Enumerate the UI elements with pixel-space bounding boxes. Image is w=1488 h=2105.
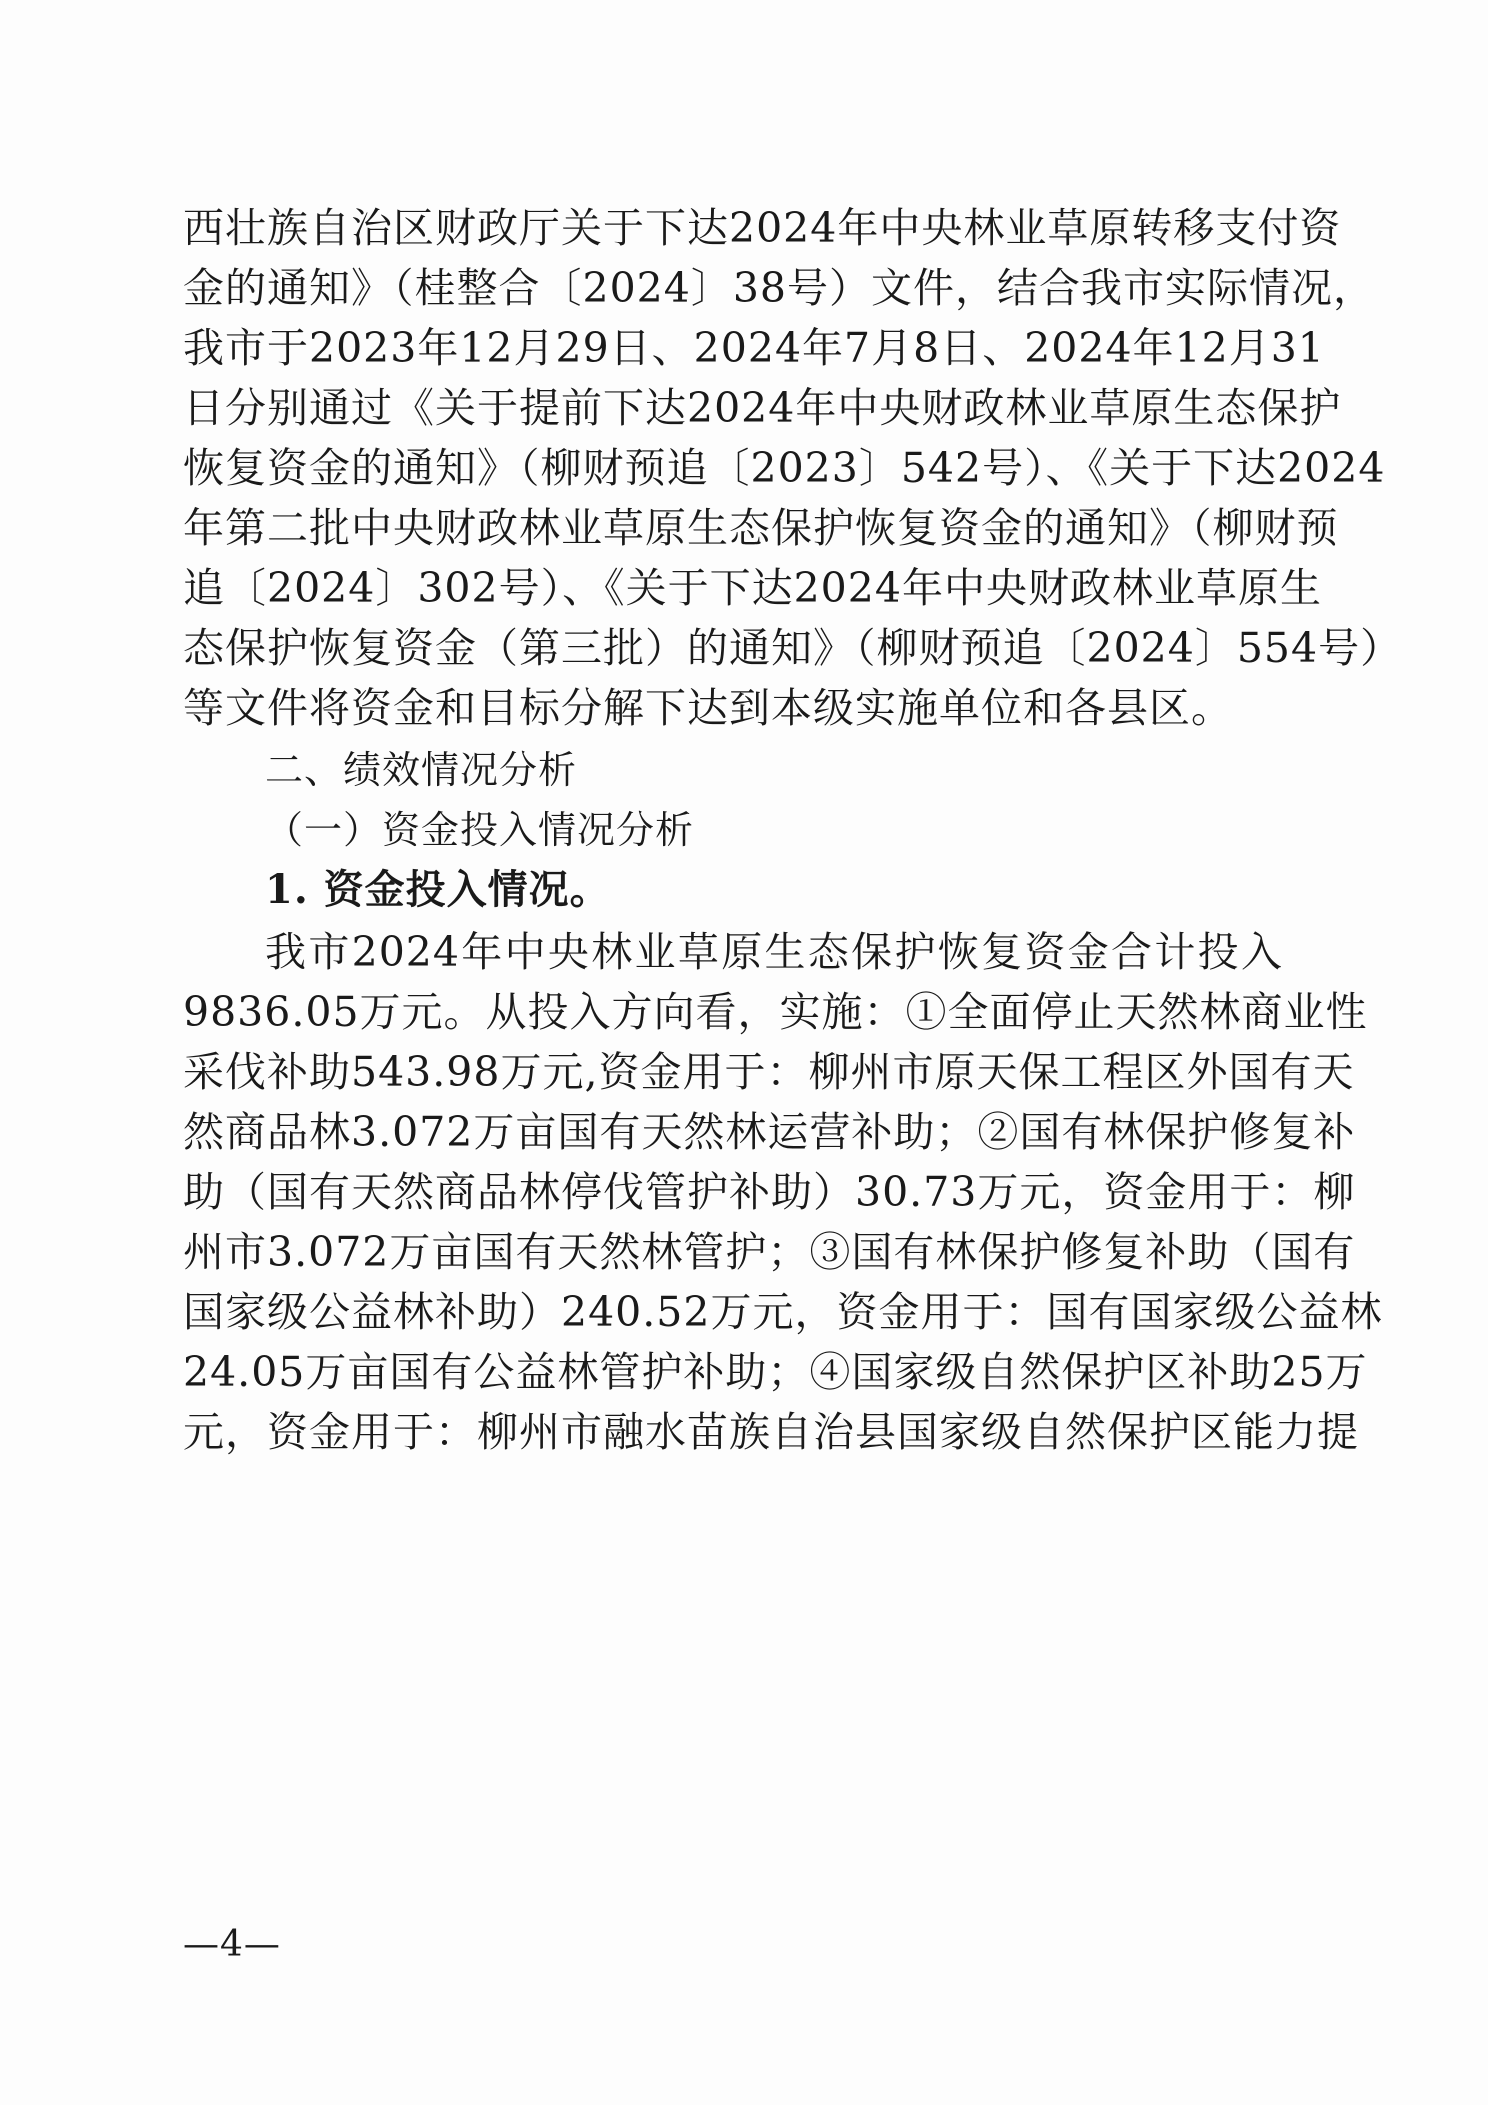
body-text-line: 追〔2024〕302号）、《关于下达2024年中央财政林业草原生: [183, 564, 1322, 612]
body-text-line: 9836.05万元。从投入方向看，实施：①全面停止天然林商业性: [183, 988, 1368, 1036]
item-heading: 1. 资金投入情况。: [265, 866, 611, 913]
body-text-line: 我市2024年中央林业草原生态保护恢复资金合计投入: [265, 928, 1283, 976]
body-text-line: 24.05万亩国有公益林管护补助；④国家级自然保护区补助25万: [183, 1348, 1368, 1396]
body-text-line: 州市3.072万亩国有天然林管护；③国有林保护修复补助（国有: [183, 1228, 1356, 1276]
body-text-line: 元，资金用于：柳州市融水苗族自治县国家级自然保护区能力提: [183, 1408, 1359, 1456]
body-text-line: 等文件将资金和目标分解下达到本级实施单位和各县区。: [183, 684, 1233, 732]
body-text-line: 金的通知》（桂整合〔2024〕38号）文件，结合我市实际情况，: [183, 264, 1376, 312]
body-text-line: 采伐补助543.98万元,资金用于：柳州市原天保工程区外国有天: [183, 1048, 1355, 1096]
body-text-line: 恢复资金的通知》（柳财预追〔2023〕542号）、《关于下达2024: [183, 444, 1386, 492]
subsection-heading: （一）资金投入情况分析: [265, 808, 695, 852]
page-number: —4—: [183, 1924, 281, 1965]
body-text-line: 国家级公益林补助）240.52万元，资金用于：国有国家级公益林: [183, 1288, 1383, 1336]
body-text-line: 助（国有天然商品林停伐管护补助）30.73万元，资金用于：柳: [183, 1168, 1356, 1216]
body-text-line: 然商品林3.072万亩国有天然林运营补助；②国有林保护修复补: [183, 1108, 1356, 1156]
body-text-line: 西壮族自治区财政厅关于下达2024年中央林业草原转移支付资: [183, 204, 1342, 252]
section-heading: 二、绩效情况分析: [265, 748, 578, 792]
body-text-line: 日分别通过《关于提前下达2024年中央财政林业草原生态保护: [183, 384, 1342, 432]
body-text-line: 我市于2023年12月29日、2024年7月8日、2024年12月31: [183, 324, 1325, 372]
body-text-line: 年第二批中央财政林业草原生态保护恢复资金的通知》（柳财预: [183, 504, 1339, 552]
body-text-line: 态保护恢复资金（第三批）的通知》（柳财预追〔2024〕554号）: [183, 624, 1403, 672]
